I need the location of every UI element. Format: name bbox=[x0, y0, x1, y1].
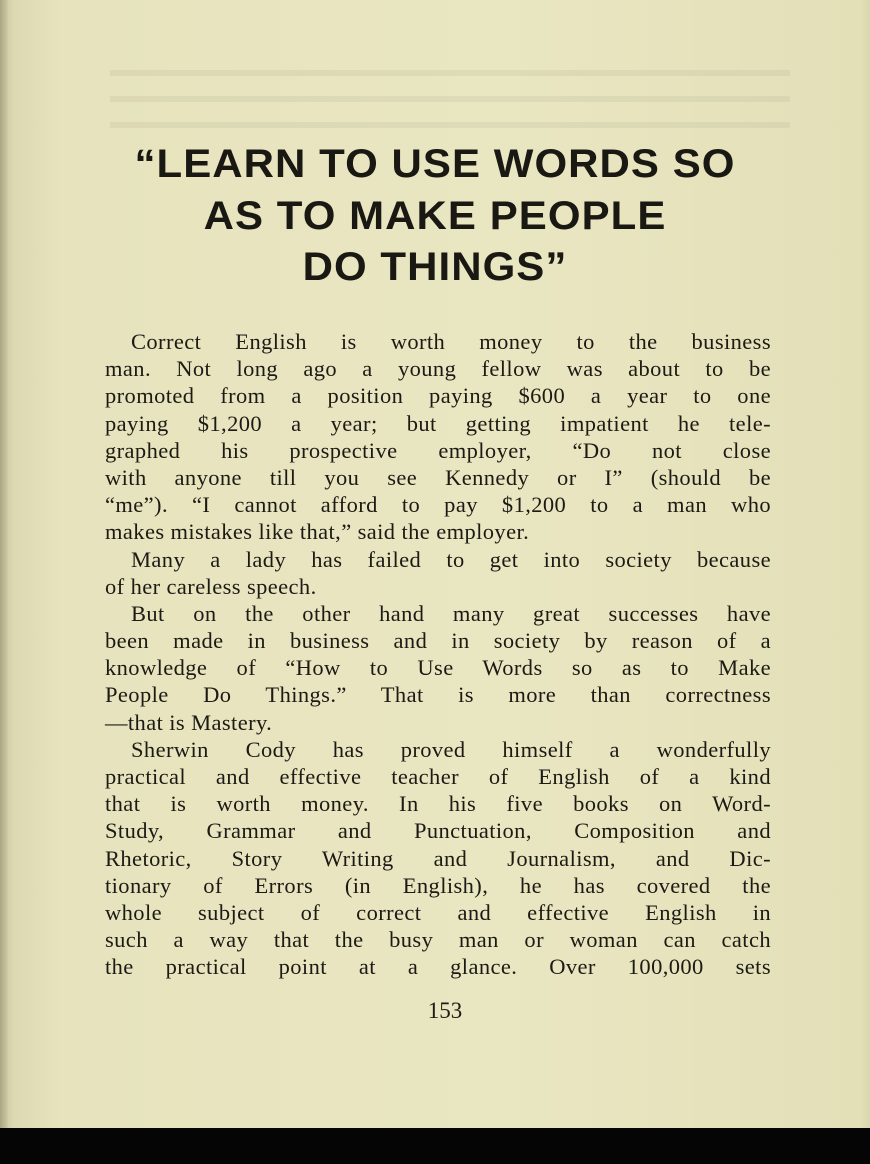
body-line: practical and effective teacher of English of a kind bbox=[105, 764, 771, 789]
page-gutter-edge bbox=[0, 0, 8, 1128]
body-line: such a way that the busy man or woman can catch bbox=[105, 927, 771, 953]
body-line: promoted from a position paying $600 a year to one bbox=[105, 383, 771, 409]
body-line: Study, Grammar and Punctuation, Composition and bbox=[105, 818, 771, 844]
body-line: that is worth money. In his five books on Word- bbox=[105, 791, 771, 817]
body-line: of her careless speech. bbox=[105, 573, 317, 599]
scan-bottom-border bbox=[0, 1128, 870, 1164]
body-line: Sherwin Cody has proved himself a wonderfully bbox=[131, 736, 771, 762]
page-number: 153 bbox=[427, 998, 463, 1023]
body-line: —that is Mastery. bbox=[105, 709, 273, 735]
title-line-1: “LEARN TO USE WORDS SO bbox=[134, 142, 736, 186]
body-line: Rhetoric, Story Writing and Journalism, and Dic- bbox=[105, 845, 771, 871]
body-line: makes mistakes like that,” said the employer. bbox=[105, 519, 530, 545]
body-line: man. Not long ago a young fellow was about to be bbox=[105, 356, 771, 382]
body-line: the practical point at a glance. Over 100,000 sets bbox=[105, 954, 771, 980]
show-through-text bbox=[110, 70, 790, 130]
body-line: “me”). “I cannot afford to pay $1,200 to a man who bbox=[105, 492, 771, 518]
body-line: Many a lady has failed to get into society because bbox=[131, 546, 771, 572]
body-text bbox=[105, 328, 771, 981]
title-line-2: AS TO MAKE PEOPLE bbox=[203, 194, 667, 238]
body-line: People Do Things.” That is more than correctness bbox=[105, 682, 771, 708]
body-line: Correct English is worth money to the business bbox=[131, 329, 771, 354]
body-line: been made in business and in society by reason of a bbox=[105, 628, 771, 654]
title-line-3: DO THINGS” bbox=[302, 245, 568, 289]
body-line: paying $1,200 a year; but getting impatient he tele- bbox=[105, 410, 771, 436]
body-line: graphed his prospective employer, “Do not close bbox=[105, 437, 771, 463]
body-line: whole subject of correct and effective English in bbox=[105, 899, 771, 925]
body-line: with anyone till you see Kennedy or I” (should be bbox=[105, 464, 771, 490]
body-line: knowledge of “How to Use Words so as to Make bbox=[105, 655, 771, 681]
body-line: But on the other hand many great successes have bbox=[131, 600, 771, 626]
body-line: tionary of Errors (in English), he has covered the bbox=[105, 872, 771, 898]
